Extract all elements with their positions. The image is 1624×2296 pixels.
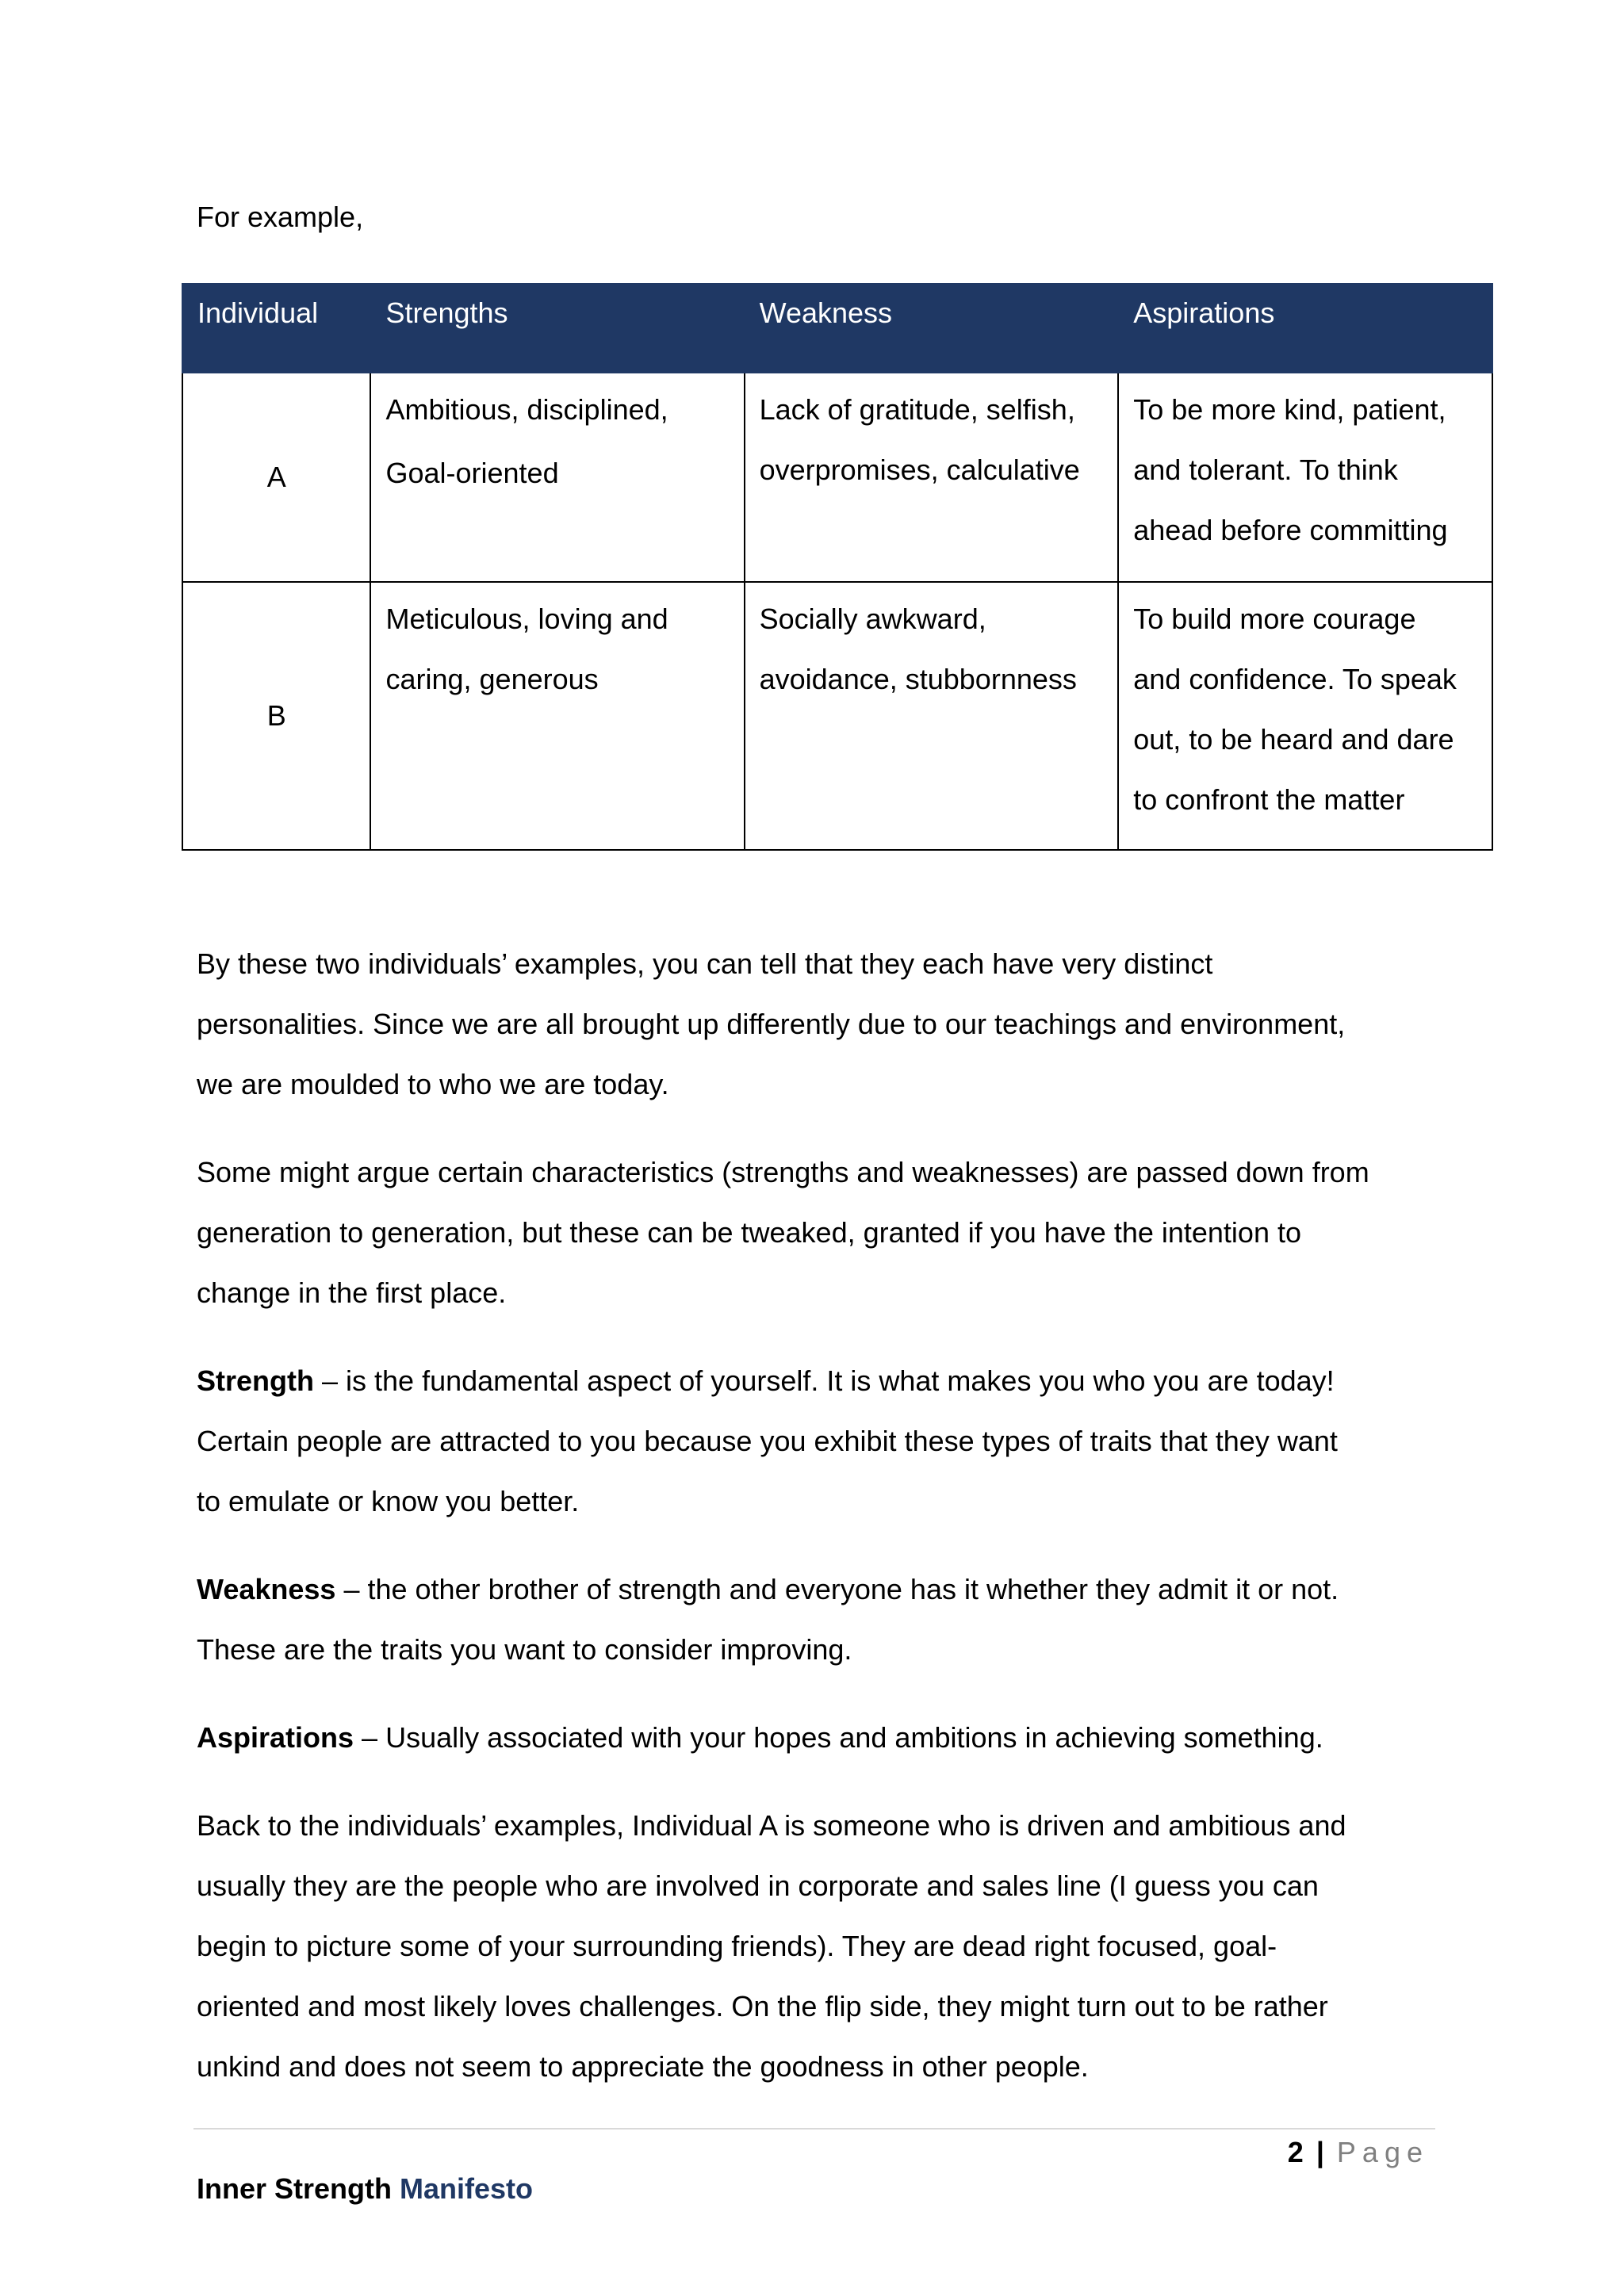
- header-weakness: Weakness: [745, 284, 1119, 373]
- cell-line: Meticulous, loving and: [385, 603, 668, 635]
- cell-line: To be more kind, patient,: [1133, 393, 1446, 426]
- text-fragment: – is the fundamental aspect of yourself. It is what makes you who you are today!: [314, 1364, 1335, 1397]
- text-line: unkind and does not seem to appreciate the goodness in other people.: [197, 2050, 1089, 2083]
- paragraph-aspirations: [197, 1708, 1465, 1768]
- cell-line: overpromises, calculative: [759, 453, 1080, 486]
- text-line: These are the traits you want to consider improving.: [197, 1633, 852, 1666]
- cell-line: and confidence. To speak: [1133, 663, 1457, 695]
- cell-individual: A: [182, 373, 370, 582]
- text-line: By these two individuals’ examples, you can tell that they each have very distinct: [197, 947, 1213, 980]
- cell-aspirations: [1118, 373, 1492, 582]
- text-line: generation to generation, but these can be tweaked, granted if you have the intention to: [197, 1216, 1301, 1249]
- text-line: [197, 1351, 1465, 1411]
- cell-individual: B: [182, 582, 370, 850]
- text-line: to emulate or know you better.: [197, 1485, 580, 1517]
- paragraph-individual-a: [197, 1796, 1465, 2097]
- footer-title-accent: Manifesto: [400, 2172, 534, 2205]
- footer-title: [197, 2169, 533, 2209]
- text-line: [197, 1559, 1465, 1620]
- text-line: Back to the individuals’ examples, Individual A is someone who is driven and ambitious and: [197, 1809, 1346, 1842]
- table-row: [182, 373, 1492, 582]
- page-label: Page: [1336, 2136, 1429, 2168]
- intro-text: For example,: [197, 201, 364, 233]
- paragraph-weakness: [197, 1559, 1465, 1680]
- paragraph-distinct-personalities: [197, 934, 1465, 1115]
- text-line: change in the first place.: [197, 1276, 507, 1309]
- page-number-value: 2: [1287, 2136, 1304, 2168]
- cell-line: avoidance, stubbornness: [759, 663, 1077, 695]
- text-line: usually they are the people who are involved in corporate and sales line (I guess you can: [197, 1869, 1319, 1902]
- paragraph-characteristics: [197, 1142, 1465, 1323]
- cell-line: ahead before committing: [1133, 514, 1448, 546]
- term-strength: Strength: [197, 1364, 314, 1397]
- term-aspirations: Aspirations: [197, 1721, 354, 1754]
- paragraph-strength: [197, 1351, 1465, 1532]
- cell-line: caring, generous: [385, 663, 599, 695]
- cell-line: to confront the matter: [1133, 783, 1405, 816]
- text-line: begin to picture some of your surrounding friends). They are dead right focused, goal-: [197, 1930, 1277, 1962]
- cell-line: To build more courage: [1133, 603, 1416, 635]
- table-row: [182, 582, 1492, 850]
- cell-line: and tolerant. To think: [1133, 453, 1398, 486]
- page-number-separator: |: [1316, 2136, 1324, 2168]
- cell-line: Lack of gratitude, selfish,: [759, 393, 1075, 426]
- text-line: personalities. Since we are all brought up differently due to our teachings and environment,: [197, 1008, 1346, 1040]
- text-fragment: – Usually associated with your hopes and ambitions in achieving something.: [354, 1721, 1323, 1754]
- body-text: [197, 934, 1465, 2125]
- cell-line: out, to be heard and dare: [1133, 723, 1454, 756]
- cell-line: Goal-oriented: [385, 457, 559, 489]
- page-number: [1288, 2133, 1429, 2172]
- term-weakness: Weakness: [197, 1573, 336, 1605]
- header-individual: Individual: [182, 284, 370, 373]
- text-line: we are moulded to who we are today.: [197, 1068, 669, 1100]
- text-line: Certain people are attracted to you because you exhibit these types of traits that they want: [197, 1425, 1338, 1457]
- traits-table: [182, 283, 1493, 851]
- text-line: oriented and most likely loves challenges. On the flip side, they might turn out to be rather: [197, 1990, 1328, 2022]
- cell-strengths: [370, 582, 744, 850]
- header-strengths: Strengths: [370, 284, 744, 373]
- text-line: [197, 1708, 1465, 1768]
- text-fragment: – the other brother of strength and everyone has it whether they admit it or not.: [335, 1573, 1339, 1605]
- text-line: Some might argue certain characteristics (strengths and weaknesses) are passed down from: [197, 1156, 1369, 1188]
- footer-divider: [193, 2128, 1435, 2130]
- cell-strengths: [370, 373, 744, 582]
- header-aspirations: Aspirations: [1118, 284, 1492, 373]
- table-header-row: [182, 284, 1492, 373]
- cell-aspirations: [1118, 582, 1492, 850]
- cell-weakness: [745, 582, 1119, 850]
- footer-title-main: Inner Strength: [197, 2172, 400, 2205]
- cell-weakness: [745, 373, 1119, 582]
- cell-line: Ambitious, disciplined,: [385, 393, 668, 426]
- cell-line: Socially awkward,: [759, 603, 986, 635]
